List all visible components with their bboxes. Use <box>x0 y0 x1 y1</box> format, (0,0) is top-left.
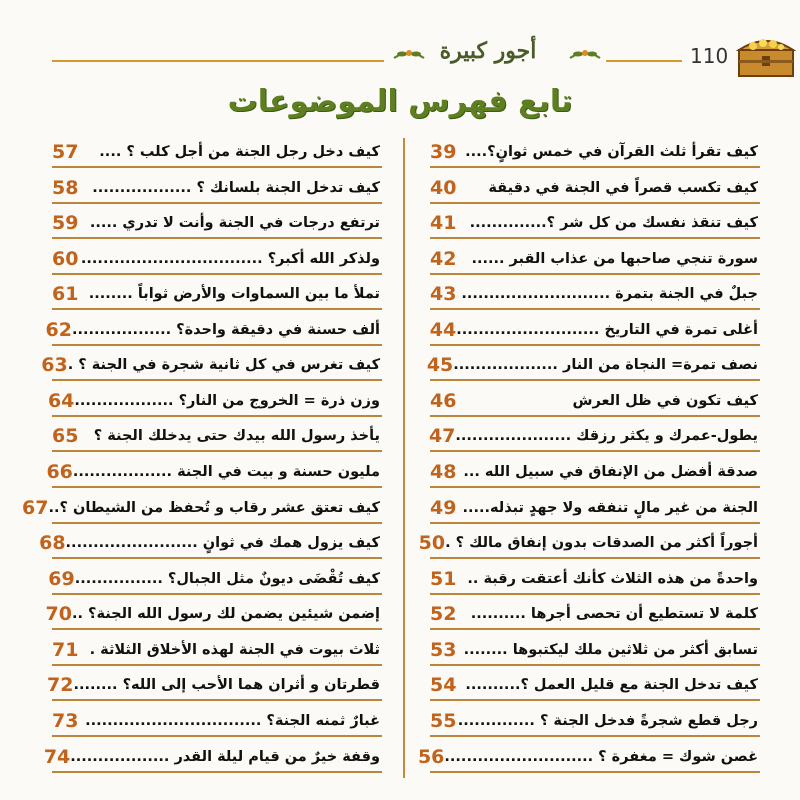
toc-entry-page: 52 <box>430 603 457 626</box>
toc-entry-page: 69 <box>48 567 75 590</box>
toc-entry-title: غبارٌ ثمنه الجنة؟ ................................ <box>85 712 380 729</box>
toc-entry[interactable] <box>45 316 382 346</box>
toc-entry[interactable] <box>430 174 760 204</box>
toc-entry-title: إضمن شيئين يضمن لك رسول الله الجنة؟ .. <box>71 606 380 623</box>
toc-entry[interactable] <box>52 707 382 737</box>
toc-entry-title: أجوراً أكثر من الصدقات بدون إنفاق مالك ؟ . <box>445 535 758 552</box>
toc-entry[interactable] <box>52 423 382 453</box>
toc-entry-title: سورة تنجي صاحبها من عذاب القبر ...... <box>471 250 758 267</box>
toc-right-column <box>417 138 760 778</box>
toc-entry[interactable] <box>22 494 382 524</box>
toc-entry-page: 46 <box>430 389 457 412</box>
toc-entry[interactable] <box>430 387 760 417</box>
toc-entry-title: كيف تقرأ ثلث القرآن في خمس ثوانٍ؟.... <box>465 143 758 160</box>
toc-entry[interactable] <box>52 138 382 168</box>
toc-entry-title: تسابق أكثر من ثلاثين ملك ليكتبوها ........ <box>463 641 758 658</box>
toc-entry[interactable] <box>430 707 760 737</box>
toc-entry-page: 62 <box>45 318 72 341</box>
toc-entry-page: 42 <box>430 247 457 270</box>
toc-entry-page: 55 <box>430 709 457 732</box>
toc-entry-title: كيف دخل رجل الجنة من أجل كلب ؟ .... <box>99 143 380 160</box>
toc-entry-title: أغلى تمرة في التاريخ .......................... <box>456 321 758 338</box>
toc-entry-title: صدقة أفضل من الإنفاق في سبيل الله ... <box>463 464 758 481</box>
page-number: 110 <box>690 44 729 68</box>
toc-entry-page: 68 <box>39 532 66 555</box>
toc-entry[interactable] <box>430 280 760 310</box>
header-rule-right <box>606 60 682 62</box>
toc-entry[interactable] <box>47 671 382 701</box>
treasure-chest-icon <box>735 28 797 80</box>
toc-entry[interactable] <box>430 494 760 524</box>
toc-entry-title: رجل قطع شجرةً فدخل الجنة ؟ .............. <box>457 712 758 729</box>
toc-entry-title: ألف حسنة في دقيقة واحدة؟ .................. <box>71 321 380 338</box>
toc-entry-page: 47 <box>428 425 456 448</box>
toc-entry[interactable] <box>52 174 382 204</box>
toc-entry-page: 40 <box>430 176 457 199</box>
toc-entry[interactable] <box>430 458 760 488</box>
toc-entry-page: 59 <box>52 212 79 235</box>
toc-entry-page: 39 <box>430 140 457 163</box>
toc-entry-title: نصف تمرة= النجاة من النار ................... <box>453 357 758 374</box>
toc-entry-title: كيف يزول همك في ثوانٍ ........................ <box>65 535 380 552</box>
toc-entry[interactable] <box>41 351 382 381</box>
toc-entry[interactable] <box>52 636 382 666</box>
toc-entry-page: 57 <box>52 140 79 163</box>
toc-entry-page: 70 <box>45 603 72 626</box>
toc-entry-page: 63 <box>41 354 68 377</box>
toc-entry-title: جبلٌ في الجنة بتمرة ........................... <box>461 286 758 303</box>
toc-entry-page: 72 <box>47 674 74 697</box>
toc-entry[interactable] <box>430 245 760 275</box>
toc-entry-page: 54 <box>430 674 457 697</box>
toc-entry[interactable] <box>430 423 760 453</box>
toc-entry[interactable] <box>45 600 382 630</box>
toc-entry-page: 48 <box>430 461 457 484</box>
toc-entry[interactable] <box>430 316 760 346</box>
toc-entry-title: قطرتان و أثران هما الأحب إلى الله؟ ........ <box>73 677 380 694</box>
toc-entry-page: 60 <box>52 247 79 270</box>
toc-entry[interactable] <box>430 600 760 630</box>
toc-entry-page: 58 <box>52 176 79 199</box>
toc-entry-page: 65 <box>52 425 79 448</box>
toc-entry[interactable] <box>430 138 760 168</box>
toc-entry-page: 74 <box>43 745 71 768</box>
toc-entry-page: 45 <box>426 354 454 377</box>
toc-entry[interactable] <box>39 529 382 559</box>
toc-entry-title: وقفة خيرٌ من قيام ليلة القدر .................. <box>70 748 380 765</box>
toc-entry-page: 64 <box>47 389 75 412</box>
toc-entry-page: 73 <box>52 709 79 732</box>
toc-entry-title: كيف تكسب قصراً في الجنة في دقيقة <box>488 179 758 196</box>
leaf-ornament-icon <box>392 44 426 70</box>
toc-entry[interactable] <box>52 245 382 275</box>
toc-entry[interactable] <box>48 565 382 595</box>
toc-entry-page: 43 <box>430 283 457 306</box>
toc-entry-title: ثلاث بيوت في الجنة لهذه الأخلاق الثلاثة . <box>89 641 380 658</box>
toc-entry-page: 66 <box>46 461 73 484</box>
toc-entry-title: غصن شوك = مغفرة ؟ ........................... <box>444 748 758 765</box>
toc-entry[interactable] <box>430 209 760 239</box>
toc-entry[interactable] <box>430 671 760 701</box>
toc-entry-title: تملأ ما بين السماوات والأرض ثواباً ........ <box>88 286 380 303</box>
toc-entry-page: 53 <box>430 638 457 661</box>
toc-entry-page: 67 <box>22 496 49 519</box>
toc-left-column <box>22 138 382 778</box>
toc-entry-title: كلمة لا تستطيع أن تحصى أجرها .......... <box>470 606 758 623</box>
toc-entry-title: الجنة من غير مالٍ تنفقه ولا جهدٍ تبذله..... <box>462 499 758 516</box>
toc-entry-page: 41 <box>430 212 457 235</box>
toc-entry[interactable] <box>52 280 382 310</box>
toc-entry-page: 61 <box>52 283 79 306</box>
toc-entry-title: يأخذ رسول الله بيدك حتى يدخلك الجنة ؟ <box>93 428 380 445</box>
toc-entry-page: 71 <box>52 638 79 661</box>
toc-entry-title: واحدةً من هذه الثلاث كأنك أعتقت رقبة .. <box>467 570 758 587</box>
book-title: أجور كبيرة <box>439 38 537 64</box>
toc-entry-title: كيف تعتق عشر رقاب و تُحفظ من الشيطان ؟.. <box>48 499 380 516</box>
toc-entry-title: ترتفع درجات في الجنة وأنت لا تدري ..... <box>89 215 380 232</box>
toc-entry-title: وزن ذرة = الخروج من النار؟ .................. <box>74 392 380 409</box>
column-divider <box>403 138 405 778</box>
toc-entry[interactable] <box>430 565 760 595</box>
toc-entry[interactable] <box>47 387 382 417</box>
toc-entry-title: كيف تغرس في كل ثانية شجرة في الجنة ؟ . <box>67 357 380 374</box>
toc-entry-title: كيف تدخل الجنة بلسانك ؟ .................. <box>92 179 380 196</box>
toc-entry-title: يطول-عمرك و يكثر رزقك ..................... <box>455 428 758 445</box>
toc-entry-title: كيف تُقْضَى ديونٌ مثل الجبال؟ ................ <box>74 570 380 587</box>
leaf-ornament-icon <box>568 44 602 70</box>
toc-entry[interactable] <box>417 743 760 773</box>
toc-entry[interactable] <box>426 351 760 381</box>
toc-entry-page: 56 <box>417 745 445 768</box>
toc-entry[interactable] <box>52 209 382 239</box>
toc-entry-title: ولذكر الله أكبر؟ ................................. <box>80 250 380 267</box>
toc-entry-page: 51 <box>430 567 457 590</box>
toc-entry-title: مليون حسنة و بيت في الجنة .................. <box>72 464 380 481</box>
toc-entry-page: 50 <box>418 532 446 555</box>
toc-entry[interactable] <box>46 458 382 488</box>
toc-entry-title: كيف تدخل الجنة مع قليل العمل ؟.......... <box>465 677 758 694</box>
toc-entry-title: كيف تكون في ظل العرش <box>572 392 758 409</box>
section-title: تابع فهرس الموضوعات <box>227 84 573 119</box>
toc-entry[interactable] <box>430 636 760 666</box>
header-rule-left <box>52 60 384 62</box>
toc-entry[interactable] <box>43 743 382 773</box>
toc-entry[interactable] <box>418 529 760 559</box>
toc-entry-page: 49 <box>430 496 457 519</box>
toc-entry-page: 44 <box>429 318 457 341</box>
toc-entry-title: كيف تنقذ نفسك من كل شر ؟.............. <box>469 215 758 232</box>
